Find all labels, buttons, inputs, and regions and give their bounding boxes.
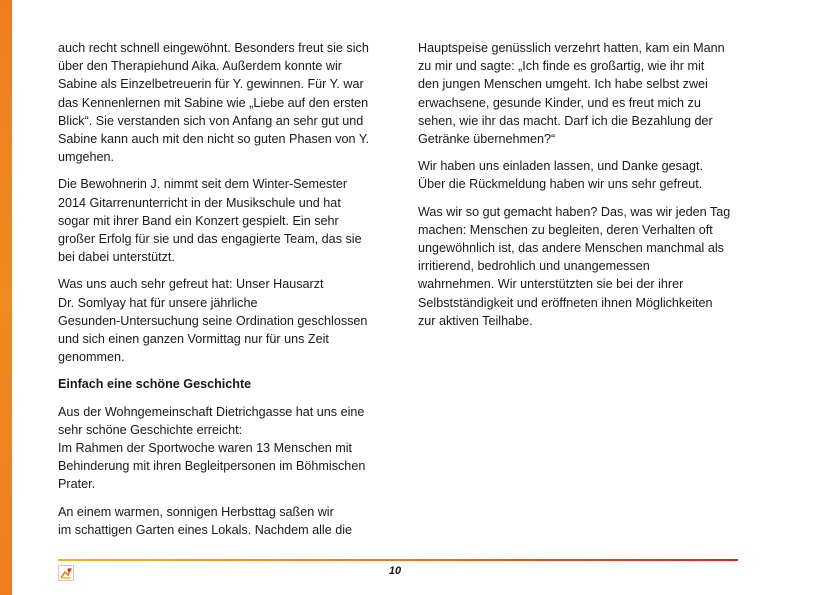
paragraph-therapy-dog: auch recht schnell eingewöhnt. Besonders freut sie sich über den Therapiehund Aika. Außerdem konnte wir Sabine als Einzelbetreuerin für Y. gewinnen. Für Y. war das Kennenlernen mit Sabine wie „Liebe auf den ersten Blick“. Sie verstanden sich von Anfang an sehr gut und Sabine kann auch mit den nicht so guten Phasen von Y. umgehen.: [58, 41, 370, 165]
paragraph-invitation: Wir haben uns einladen lassen, und Danke gesagt. Über die Rückmeldung haben wir uns sehr gefreut.: [418, 159, 703, 192]
paragraph-guitar-lessons: Die Bewohnerin J. nimmt seit dem Winter-Semester 2014 Gitarrenunterricht in der Musikschule und hat sogar mit ihrer Band ein Konzert gespielt. Ein sehr großer Erfolg für sie und das engagierte Team, das sie bei dabei unterstützt.: [58, 177, 362, 265]
section-heading: Einfach eine schöne Geschichte: [58, 377, 252, 392]
orange-side-bar: [0, 0, 12, 595]
paragraph-what-we-did: Was wir so gut gemacht haben? Das, was wir jeden Tag machen: Menschen zu begleiten, deren Verhalten oft ungewöhnlich ist, das andere Menschen manchmal als irritierend, bedrohlich und unangemessen wahrnehmen. Wir unterstützten sie bei der ihrer Selbstständigkeit und eröffneten ihnen Möglichkeiten zur aktiven Teilhabe.: [418, 204, 731, 328]
page-number: 10: [388, 565, 402, 577]
left-text-column: [58, 39, 380, 548]
paragraph-doctor: Was uns auch sehr gefreut hat: Unser Hausarzt Dr. Somlyay hat für unsere jährliche Gesunden-Untersuchung seine Ordination geschlossen und sich einen ganzen Vormittag nur für uns Zeit genommen.: [58, 277, 368, 365]
paragraph-story-intro: Aus der Wohngemeinschaft Dietrichgasse hat uns eine sehr schöne Geschichte erreicht: Im Rahmen der Sportwoche waren 13 Menschen mit Behinderung mit ihren Begleitpersonen im Böhmischen Prater.: [58, 404, 366, 492]
right-text-column: [418, 39, 740, 339]
paragraph-story-quote: Hauptspeise genüsslich verzehrt hatten, kam ein Mann zu mir und sagte: „Ich finde es großartig, wie ihr mit den jungen Menschen umgeht. Ich habe selbst zwei erwachsene, gesunde Kinder, und es freut mich zu sehen, wie ihr das macht. Darf ich die Bezahlung der Getränke übernehmen?“: [418, 41, 725, 147]
paragraph-story-start: An einem warmen, sonnigen Herbsttag saßen wir im schattigen Garten eines Lokals. Nachdem alle die: [58, 504, 353, 537]
footer-divider: [58, 559, 738, 561]
